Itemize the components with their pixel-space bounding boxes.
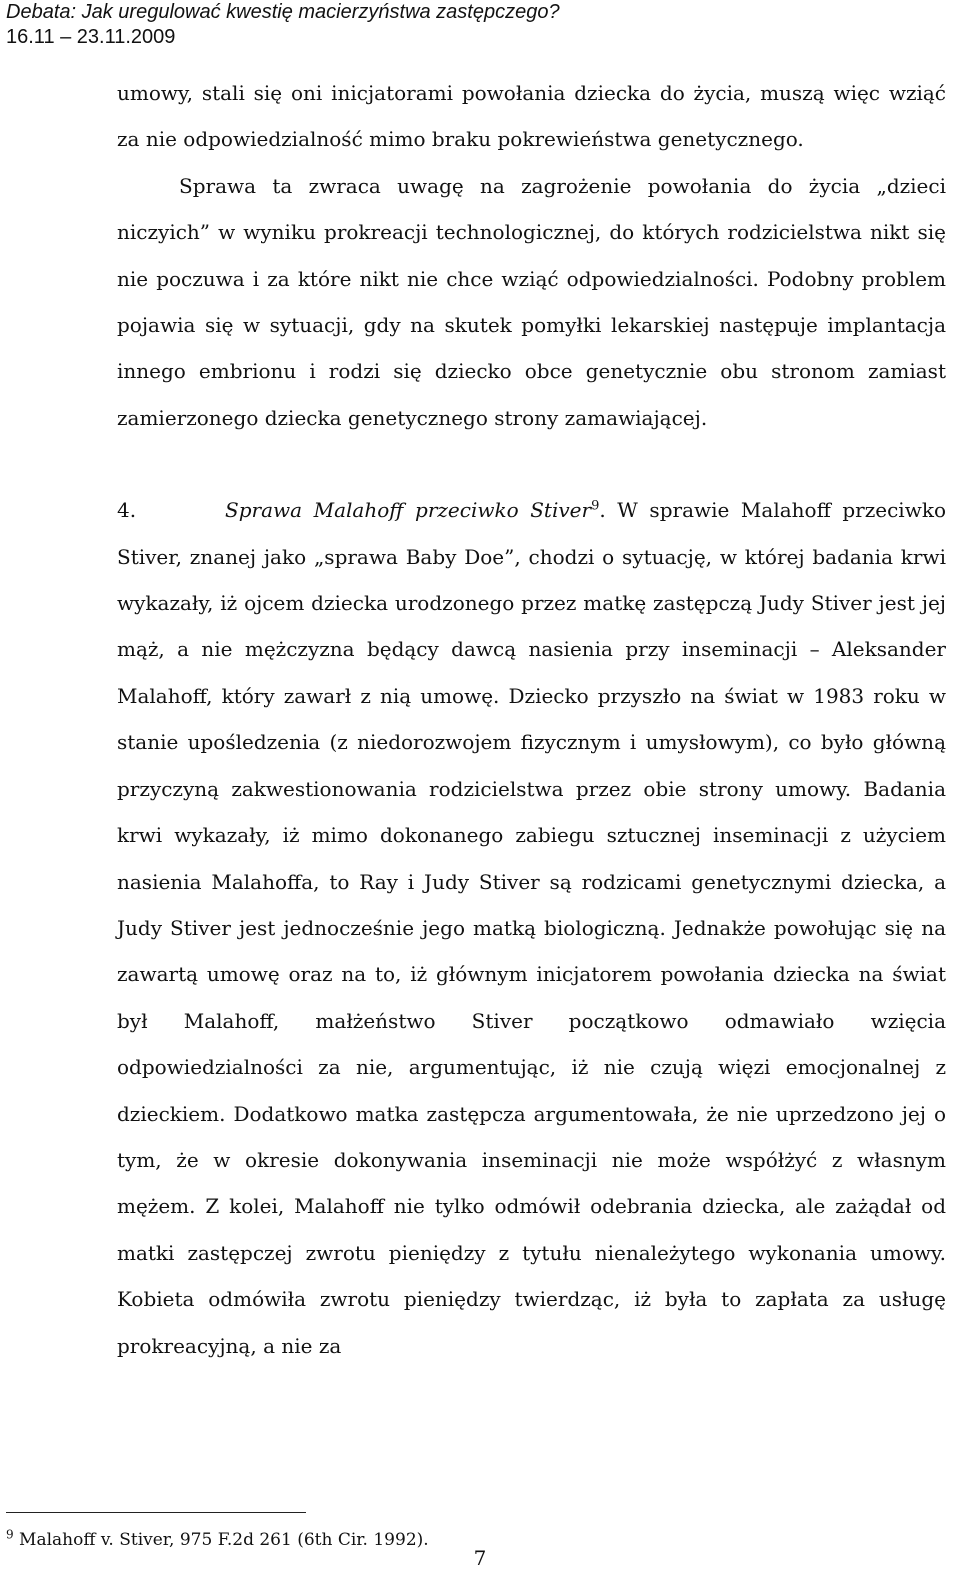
header-title: Debata: Jak uregulować kwestię macierzyństwa zastępczego? [6,1,560,23]
footnote-text: Malahoff v. Stiver, 975 F.2d 261 (6th Cir. 1992). [19,1530,429,1550]
paragraph-continuation [117,70,946,163]
section-4-text: . W sprawie Malahoff przeciwko Stiver, znanej jako „sprawa Baby Doe”, chodzi o sytuację, w której badania krwi wykazały, iż ojcem dziecka urodzonego przez matkę zastępczą Judy Stiver jest jej mąż, a nie mężczyzna będący dawcą nasienia przy inseminacji – Aleksander Malahoff, który zawarł z nią umowę. Dziecko przyszło na świat w 1983 roku w stanie upośledzenia (z niedorozwojem fizycznym i umysłowym), co było główną przyczyną zakwestionowania rodzicielstwa przez obie strony umowy. Badania krwi wykazały, iż mimo dokonanego zabiegu sztucznej inseminacji z użyciem nasienia Malahoffa, to Ray i Judy Stiver są rodzicami genetycznymi dziecka, a Judy Stiver jest jednocześnie jego matką biologiczną. Jednakże powołując się na zawartą umowę oraz na to, iż głównym inicjatorem powołania dziecka na świat był Malahoff, małżeństwo Stiver początkowo odmawiało wzięcia odpowiedzialności za nie, argumentując, iż nie czują więzi emocjonalnej z dzieckiem. Dodatkowo matka zastępcza argumentowała, że nie uprzedzono jej o tym, że w okresie dokonywania inseminacji nie może współżyć z własnym mężem. Z kolei, Malahoff nie tylko odmówił odebrania dziecka, ale zażądał od matki zastępczej zwrotu pieniędzy z tytułu nienależytego wykonania umowy. Kobieta odmówiła zwrotu pieniędzy twierdząc, iż była to zapłata za usługę prokreacyjną, a nie za [117,498,946,1358]
paragraph-1-text: umowy, stali się oni inicjatorami powołania dziecka do życia, muszą więc wziąć za nie odpowiedzialność mimo braku pokrewieństwa genetycznego. [117,81,946,152]
section-title: Sprawa Malahoff przeciwko Stiver [225,498,592,523]
body-text [117,70,946,1369]
header-dates: 16.11 – 23.11.2009 [6,26,176,48]
running-header [6,0,560,50]
footnote-marker: 9 [6,1527,14,1542]
paragraph-2 [117,163,946,441]
section-number: 4. [117,498,137,523]
paragraph-2-text: Sprawa ta zwraca uwagę na zagrożenie powołania do życia „dzieci niczyich” w wyniku prokreacji technologicznej, do których rodzicielstwa nikt się nie poczuwa i za które nikt nie chce wziąć odpowiedzialności. Podobny problem pojawia się w sytuacji, gdy na skutek pomyłki lekarskiej następuje implantacja innego embrionu i rodzi się dziecko obce genetycznie obu stronom zamiast zamierzonego dziecka genetycznego strony zamawiającej. [117,173,946,430]
footnote-reference[interactable]: 9 [591,498,600,514]
page-number: 7 [473,1546,487,1570]
footnote-separator [6,1512,306,1513]
section-4-paragraph [117,487,946,1369]
